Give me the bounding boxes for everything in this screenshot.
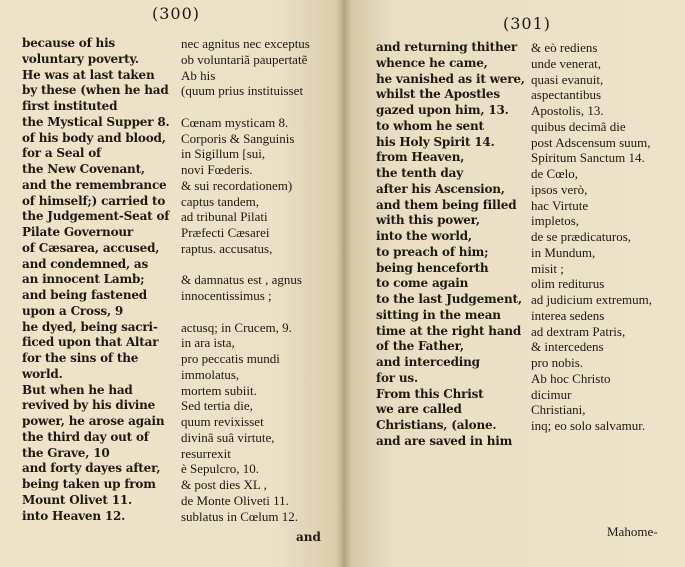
latin-text-line: pro nobis. <box>531 355 583 370</box>
english-text-line: gazed upon him, 13. <box>376 103 509 117</box>
english-text-line: the Judgement-Seat of <box>22 209 170 224</box>
latin-text-line: ob voluntariã paupertatẽ <box>181 51 308 67</box>
english-text-line: we are called <box>376 402 462 417</box>
latin-text-line: ipsos verò, <box>531 181 588 197</box>
english-text-line: into the world, <box>376 229 472 243</box>
english-text-line: into Heaven 12. <box>22 508 126 523</box>
page-number-left: (300) <box>152 4 201 23</box>
english-text-line: the Mystical Supper 8. <box>22 114 170 129</box>
latin-column-right <box>531 40 681 434</box>
english-text-line: and forty dayes after, <box>22 461 161 476</box>
latin-text-line: sublatus in Cœlum 12. <box>181 508 299 524</box>
latin-text-line: dicimur <box>531 386 572 402</box>
english-text-line: first instituted <box>22 99 118 113</box>
latin-text-line: novi Fœderis. <box>181 162 253 177</box>
english-text-line: Pilate Governour <box>22 225 134 239</box>
latin-text-line: misit ; <box>531 260 564 276</box>
latin-text-line: & sui recordationem) <box>181 177 293 193</box>
english-text-line: and being fastened <box>22 288 147 302</box>
english-text-line: to come again <box>376 276 469 291</box>
english-text-line: whence he came, <box>376 55 488 70</box>
latin-text-line: ad dextram Patris, <box>531 323 626 339</box>
latin-text-line: Christiani, <box>531 402 586 418</box>
latin-text-line: quasi evanuit, <box>531 71 604 87</box>
latin-text-line: quum revixisset <box>181 414 264 429</box>
latin-text-line: divinâ suâ virtute, <box>181 429 275 445</box>
catchword-right: Mahome- <box>607 524 658 539</box>
latin-text-line: ad judicium extremum, <box>531 292 652 307</box>
latin-text-line: innocentissimus ; <box>181 288 272 303</box>
english-text-line: the Grave, 10 <box>22 445 110 460</box>
latin-text-line: & post dies XL , <box>181 477 267 492</box>
latin-text-line: unde venerat, <box>531 55 602 71</box>
latin-text-line: olim rediturus <box>531 276 605 292</box>
english-column-left <box>22 36 176 524</box>
latin-text-line: pro peccatis mundi <box>181 351 280 366</box>
latin-text-line: Spiritum Sanctum 14. <box>531 150 645 166</box>
english-text-line: by these (when he had <box>22 83 169 98</box>
english-text-line: ficed upon that Altar <box>22 335 159 350</box>
latin-text-line: hac Virtute <box>531 197 589 213</box>
latin-text-line: de se prædicaturos, <box>531 229 632 244</box>
latin-text-line: in Sigillum [sui, <box>181 146 266 162</box>
book-gutter <box>336 0 352 567</box>
page-number-right: (301) <box>503 14 552 33</box>
english-text-line: being henceforth <box>376 260 489 275</box>
english-text-line: revived by his divine <box>22 398 156 413</box>
english-text-line: he vanished as it were, <box>376 71 525 86</box>
english-text-line: upon a Cross, 9 <box>22 303 124 318</box>
latin-text-line: è Sepulcro, 10. <box>181 461 259 477</box>
english-text-line: for a Seal of <box>22 146 101 161</box>
latin-text-line: impletos, <box>531 213 580 229</box>
english-text-line: He was at last taken <box>22 67 155 82</box>
english-text-line: and them being filled <box>376 197 517 212</box>
latin-text-line: in ara ista, <box>181 335 235 351</box>
english-text-line: and the remembrance <box>22 177 167 192</box>
english-text-line: But when he had <box>22 382 133 397</box>
english-text-line: to whom he sent <box>376 118 484 133</box>
english-text-line: because of his <box>22 36 115 50</box>
latin-text-line: & intercedens <box>531 339 604 355</box>
english-text-line: the third day out of <box>22 429 149 444</box>
english-text-line: his Holy Spirit 14. <box>376 134 495 149</box>
latin-text-line: aspectantibus <box>531 87 602 103</box>
english-text-line: time at the right hand <box>376 323 522 338</box>
latin-text-line: captus tandem, <box>181 193 259 209</box>
latin-text-line: immolatus, <box>181 366 240 382</box>
english-text-line: for the sins of the <box>22 351 139 365</box>
english-text-line: he dyed, being sacri- <box>22 319 158 334</box>
latin-text-line: Cœnam mysticam 8. <box>181 114 289 130</box>
latin-text-line: & damnatus est , agnus <box>181 272 302 288</box>
right-page <box>343 0 685 567</box>
latin-text-line: Apostolis, 13. <box>531 103 604 118</box>
latin-text-line: de Monte Oliveti 11. <box>181 492 289 508</box>
latin-column-left <box>181 36 331 524</box>
english-text-line: voluntary poverty. <box>22 51 139 66</box>
english-text-line: the tenth day <box>376 166 463 180</box>
english-text-line: and returning thither <box>376 40 518 54</box>
english-text-line: sitting in the mean <box>376 307 501 322</box>
latin-text-line <box>181 304 331 320</box>
english-text-line: with this power, <box>376 213 480 228</box>
english-text-line: and interceding <box>376 355 480 369</box>
english-text-line: for us. <box>376 370 418 385</box>
latin-text-line <box>181 257 331 273</box>
english-text-line: power, he arose again <box>22 414 165 428</box>
latin-text-line: post Adscensum suum, <box>531 134 651 150</box>
english-text-line: to preach of him; <box>376 244 489 259</box>
latin-text-line: Ab his <box>181 67 216 83</box>
english-text-line: after his Ascension, <box>376 181 505 196</box>
english-text-line: and are saved in him <box>376 433 513 448</box>
english-column-right <box>376 40 536 450</box>
english-text-line: of the Father, <box>376 339 464 354</box>
english-text-line: the New Covenant, <box>22 162 145 176</box>
english-text-line: of his body and blood, <box>22 130 166 145</box>
english-text-line: being taken up from <box>22 477 156 491</box>
latin-text-line: in Mundum, <box>531 244 596 260</box>
latin-text-line: actusq; in Crucem, 9. <box>181 319 292 335</box>
latin-text-line: nec agnitus nec exceptus <box>181 36 310 51</box>
latin-text-line: resurrexit <box>181 445 231 461</box>
english-text-line: of himself;) carried to <box>22 193 166 208</box>
english-text-line: from Heaven, <box>376 150 465 165</box>
latin-text-line: ad tribunal Pilati <box>181 209 268 225</box>
english-text-line: Christians, (alone. <box>376 418 497 432</box>
english-text-line: From this Christ <box>376 386 484 401</box>
latin-text-line: Præfecti Cæsarei <box>181 225 270 240</box>
catchword-left: and <box>296 530 321 544</box>
english-text-line: of Cæsarea, accused, <box>22 240 160 255</box>
english-text-line: and condemned, as <box>22 256 149 271</box>
latin-text-line: inq; eo solo salvamur. <box>531 418 646 433</box>
english-text-line: to the last Judgement, <box>376 292 522 306</box>
latin-text-line: Ab hoc Christo <box>531 370 611 386</box>
latin-text-line: raptus. accusatus, <box>181 240 273 256</box>
english-text-line: world. <box>22 366 63 381</box>
latin-text-line: (quum prius instituisset <box>181 83 304 99</box>
english-text-line: Mount Olivet 11. <box>22 492 133 507</box>
latin-text-line: mortem subiit. <box>181 382 257 398</box>
latin-text-line: Sed tertia die, <box>181 398 253 414</box>
english-text-line: whilst the Apostles <box>376 87 500 102</box>
latin-text-line: quibus decimâ die <box>531 118 626 134</box>
english-text-line: an innocent Lamb; <box>22 272 145 287</box>
latin-text-line: Corporis & Sanguinis <box>181 130 295 146</box>
latin-text-line: & eò rediens <box>531 40 598 55</box>
latin-text-line: de Cœlo, <box>531 166 578 181</box>
latin-text-line <box>181 99 331 115</box>
latin-text-line: interea sedens <box>531 307 605 323</box>
